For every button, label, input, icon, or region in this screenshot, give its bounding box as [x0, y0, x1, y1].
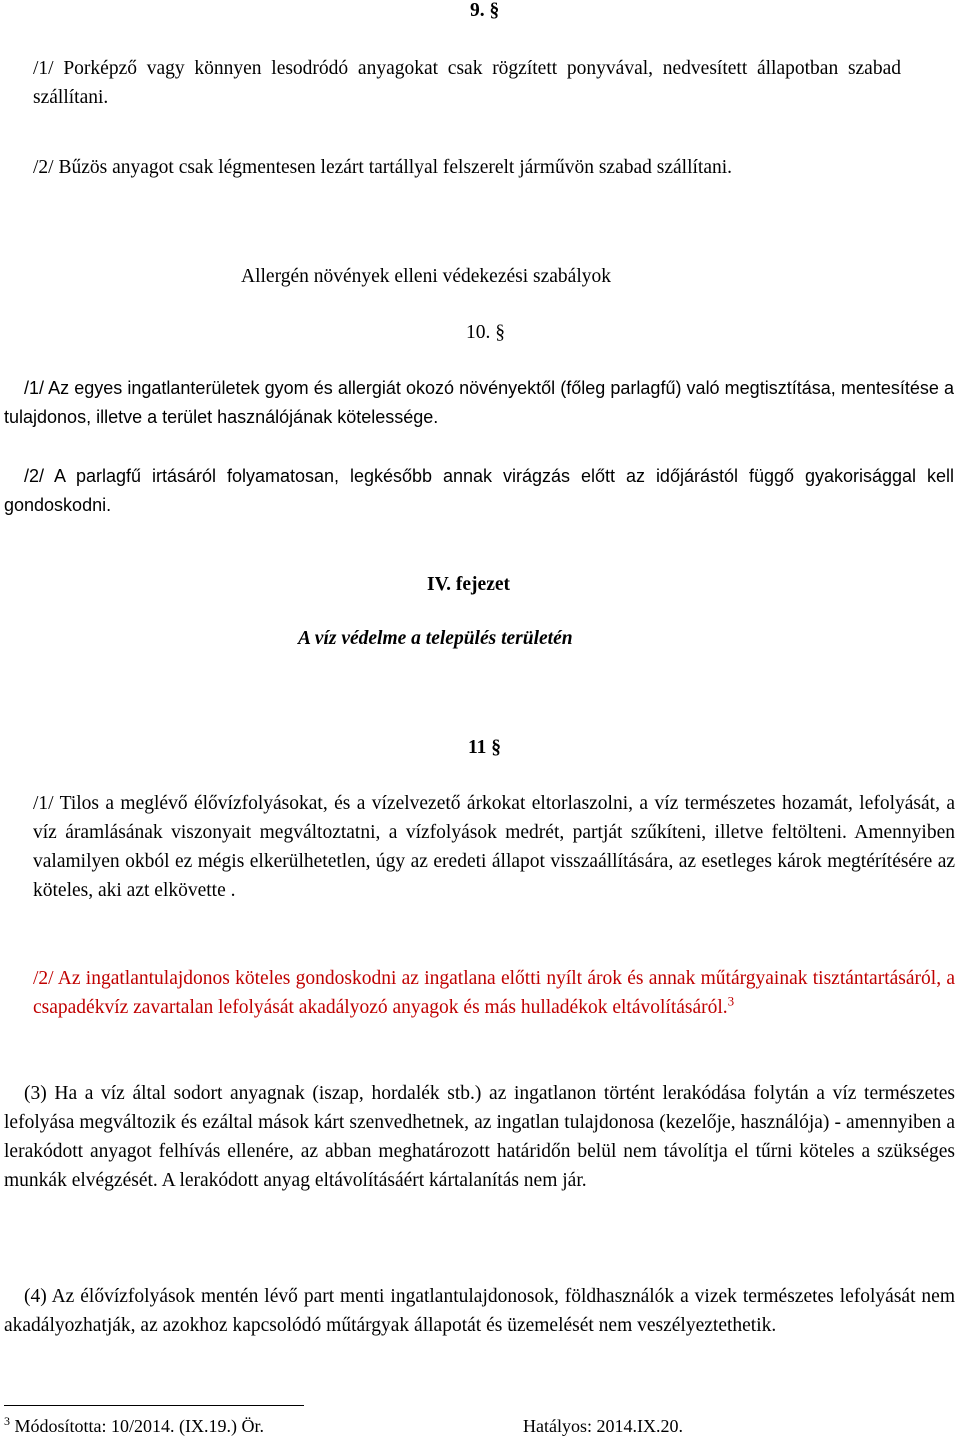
footnote-reference[interactable]: 3 [727, 993, 735, 1009]
chapter-number: IV. fejezet [427, 574, 511, 595]
section-9-paragraph-2: /2/ Bűzös anyagot csak légmentesen lezárt tartállyal felszerelt járművön szabad szállítani. [33, 157, 733, 178]
section-11-paragraph-1: /1/ Tilos a meglévő élővízfolyásokat, és a vízelvezető árkokat eltorlaszolni, a víz természetes hozamát, lefolyását, a víz áramlásának viszonyait megváltoztatni, a vízfolyások medrét, partját szűkíteni, illetve feltölteni. Amennyiben valamilyen okból ez mégis elkerülhetetlen, úgy az eredeti állapot visszaállítására, az esetleges károk megtérítésére az köteles, aki azt elkövette . [33, 793, 955, 901]
footnote-number: 3 [4, 1414, 10, 1428]
footnote [4, 1413, 944, 1439]
section-10-paragraph-2: /2/ A parlagfű irtásáról folyamatosan, legkésőbb annak virágzás előtt az időjárástól függő gyakorisággal kell gondoskodni. [4, 466, 954, 515]
footnote-effective-date: Hatályos: 2014.IX.20. [523, 1416, 683, 1436]
section-11-heading: 11 § [468, 737, 502, 758]
footnote-text: Módosította: 10/2014. (IX.19.) Ör. [14, 1416, 264, 1436]
section-9-heading: 9. § [470, 0, 500, 21]
section-10-heading: 10. § [466, 322, 505, 343]
section-9-paragraph-1: /1/ Porképző vagy könnyen lesodródó anyagokat csak rögzített ponyvával, nedvesített állapotban szabad szállítani. [33, 58, 901, 108]
allergen-subtitle: Allergén növények elleni védekezési szabályok [241, 266, 611, 287]
section-11-paragraph-2 [33, 964, 955, 1022]
section-11-paragraph-3: (3) Ha a víz által sodort anyagnak (iszap, hordalék stb.) az ingatlanon történt lerakódása folytán a víz természetes lefolyása megváltozik és ezáltal mások kárt szenvedhetnek, az ingatlan tulajdonosa (kezelője, használója) - amennyiben a lerakódott anyagot felhívás ellenére, az abban meghatározott határidőn belül nem távolítja el tűrni köteles a szükséges munkák elvégzését. A lerakódott anyag eltávolításáért kártalanítás nem jár. [4, 1083, 955, 1191]
chapter-title: A víz védelme a település területén [298, 628, 573, 649]
section-11-paragraph-4: (4) Az élővízfolyások mentén lévő part menti ingatlantulajdonosok, földhasználók a vizek természetes lefolyását nem akadályozhatják, az azokhoz kapcsolódó műtárgyak állapotát és üzemelését nem veszélyeztethetik. [4, 1286, 955, 1336]
footnote-separator [4, 1405, 304, 1406]
section-10-paragraph-1: /1/ Az egyes ingatlanterületek gyom és allergiát okozó növényektől (főleg parlagfű) való megtisztítása, mentesítése a tulajdonos, illetve a terület használójának kötelessége. [4, 378, 954, 427]
section-11-paragraph-2-text: /2/ Az ingatlantulajdonos köteles gondoskodni az ingatlana előtti nyílt árok és annak műtárgyainak tisztántartásáról, a csapadékvíz zavartalan lefolyását akadályozó anyagok és más hulladékok eltávolításáról. [33, 968, 955, 1018]
